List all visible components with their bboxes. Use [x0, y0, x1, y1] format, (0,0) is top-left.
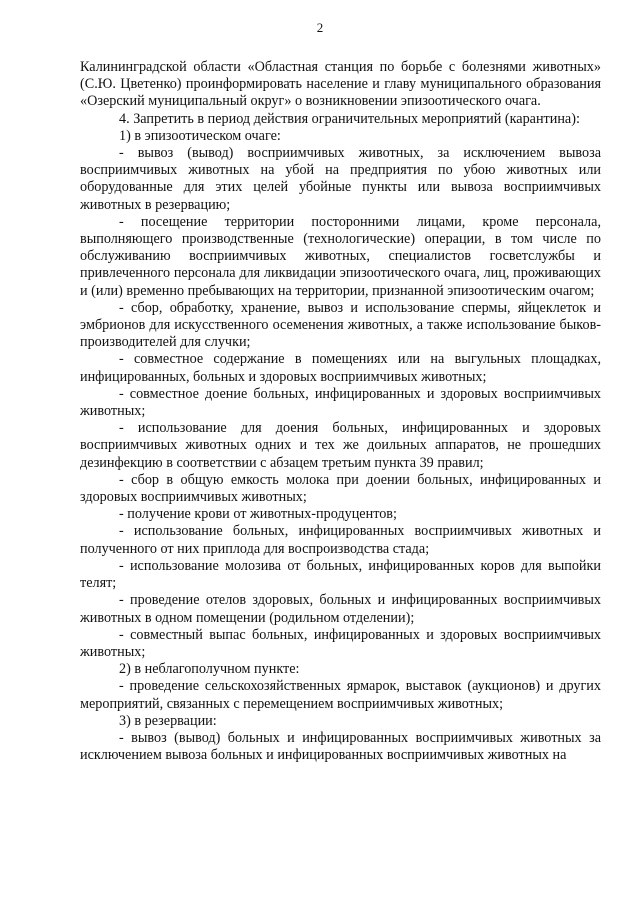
paragraph-12: - использование больных, инфицированных восприимчивых животных и полученного от них приплода для воспроизводства стада; — [80, 523, 601, 557]
paragraph-18: 3) в резервации: — [119, 712, 217, 729]
paragraph-1: Калининградской области «Областная станция по борьбе с болезнями животных» (С.Ю. Цветенко) проинформировать население и главу муниципального образования «Озерский муниципальный округ» о возникновении эпизоотического очага. — [80, 59, 601, 110]
paragraph-17: - проведение сельскохозяйственных ярмарок, выставок (аукционов) и других мероприятий, связанных с перемещением восприимчивых животных; — [80, 678, 601, 712]
paragraph-16: 2) в неблагополучном пункте: — [119, 661, 300, 678]
paragraph-13: - использование молозива от больных, инфицированных коров для выпойки телят; — [80, 557, 601, 592]
paragraph-19: - вывоз (вывод) больных и инфицированных восприимчивых животных за исключением вывоза больных и инфицированных восприимчивых животных на — [80, 729, 601, 764]
paragraph-10: - сбор в общую емкость молока при доении больных, инфицированных и здоровых восприимчивых животных; — [80, 471, 601, 506]
paragraph-9: - использование для доения больных, инфицированных и здоровых восприимчивых животных одних и тех же доильных аппаратов, не прошедших дезинфекцию в соответствии с абзацем третьим пункта 39 правил; — [80, 420, 601, 471]
paragraph-6: - сбор, обработку, хранение, вывоз и использование спермы, яйцеклеток и эмбрионов для искусственного осеменения животных, а также использование быков-производителей для случки; — [80, 299, 601, 351]
paragraph-14: - проведение отелов здоровых, больных и инфицированных восприимчивых животных в одном помещении (родильном отделении); — [80, 592, 601, 626]
paragraph-11: - получение крови от животных-продуцентов; — [119, 506, 397, 523]
paragraph-4: - вывоз (вывод) восприимчивых животных, за исключением вывоза восприимчивых животных на убой на предприятия по убою животных или оборудованные для этих целей убойные пункты или вывоза восприимчивых животных в резервацию; — [80, 145, 601, 213]
paragraph-2: 4. Запретить в период действия ограничительных мероприятий (карантина): — [119, 110, 580, 127]
page-number: 2 — [316, 20, 324, 35]
paragraph-3: 1) в эпизоотическом очаге: — [119, 127, 281, 144]
paragraph-5: - посещение территории посторонними лицами, кроме персонала, выполняющего производственные (технологические) операции, в том числе по обслуживанию восприимчивых животных, специалистов госветслужбы и привлеченного персонала для ликвидации эпизоотического очага, лиц, проживающих и (или) временно пребывающих на территории, признанной эпизоотическим очагом; — [80, 213, 601, 299]
paragraph-8: - совместное доение больных, инфицированных и здоровых восприимчивых животных; — [80, 385, 601, 420]
paragraph-15: - совместный выпас больных, инфицированных и здоровых восприимчивых животных; — [80, 626, 601, 660]
document-body — [80, 59, 601, 764]
paragraph-7: - совместное содержание в помещениях или на выгульных площадках, инфицированных, больных и здоровых восприимчивых животных; — [80, 351, 601, 385]
